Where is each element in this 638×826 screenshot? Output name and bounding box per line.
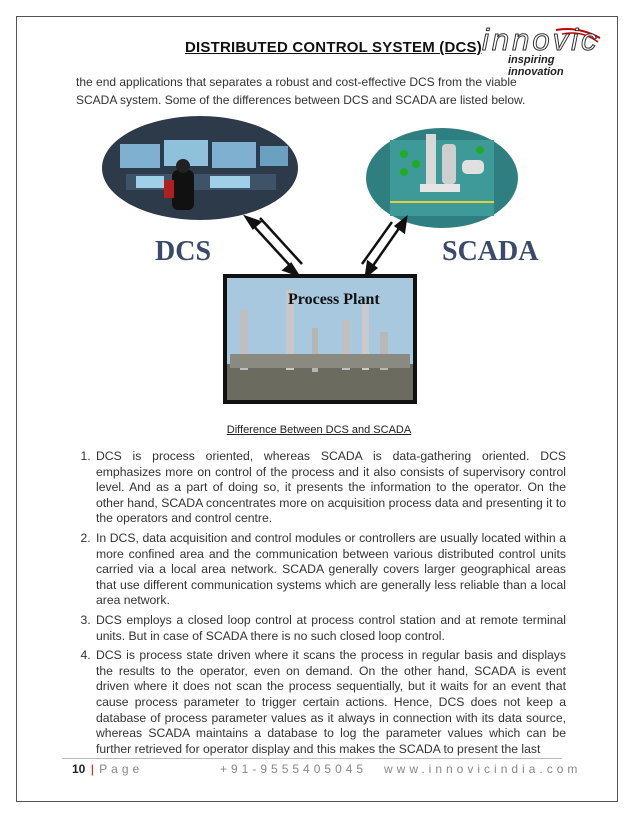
- process-plant-image: [223, 274, 417, 404]
- innovic-logo: [478, 22, 604, 78]
- differences-list: [56, 449, 566, 761]
- page-title: DISTRIBUTED CONTROL SYSTEM (DCS): [185, 39, 482, 56]
- dcs-scada-diagram: [90, 114, 550, 414]
- logo-wordmark: innovic: [482, 22, 600, 57]
- scada-arrow-icon: [362, 218, 406, 276]
- dcs-label: DCS: [155, 236, 212, 267]
- dcs-control-room-image: [102, 116, 298, 220]
- figure-caption: Difference Between DCS and SCADA: [226, 424, 412, 436]
- scada-label: SCADA: [442, 236, 539, 267]
- footer-website: www.innovicindia.com: [384, 762, 582, 776]
- footer-divider: [62, 758, 562, 759]
- scada-screen-image: [366, 128, 518, 228]
- footer-phone: +91-9555405045: [220, 762, 368, 776]
- logo-tagline: inspiring innovation: [508, 54, 564, 78]
- intro-paragraph: the end applications that separates a robust and cost-effective DCS from the viable SCADA system. Some of the differences between DCS and SCADA are listed below.: [76, 75, 526, 107]
- list-item: 3. DCS employs a closed loop control at process control station and at remote terminal units. But in case of SCADA there is no such closed loop control.: [94, 613, 566, 644]
- page-number: 10 | Page: [72, 762, 144, 776]
- dcs-arrow-icon: [246, 217, 302, 275]
- process-plant-label: Process Plant: [288, 291, 380, 308]
- list-item: 2. In DCS, data acquisition and control modules or controllers are usually located within a more confined area and the communication between various distributed control units carried via a local area network. SCADA generally covers larger geographical areas that use different communication systems which are generally less reliable than a local area network.: [94, 531, 566, 609]
- list-item: 4. DCS is process state driven where it scans the process in regular basis and displays the results to the operator, even on demand. On the other hand, SCADA is event driven where it does not scan the process sequentially, but it waits for an event that cause process parameter to trigger certain actions. Hence, DCS does not keep a database of process parameter values as it always in connection with its data source, whereas SCADA maintains a database to log the parameter values which can be further retrieved for operator display and this makes the SCADA to present the last: [94, 648, 566, 757]
- list-item: 1. DCS is process oriented, whereas SCADA is data-gathering oriented. DCS emphasizes more on control of the process and it also consists of supervisory control level. And as a part of doing so, it presents the information to the operator. On the other hand, SCADA concentrates more on acquisition process data and presenting it to the operators and control centre.: [94, 449, 566, 527]
